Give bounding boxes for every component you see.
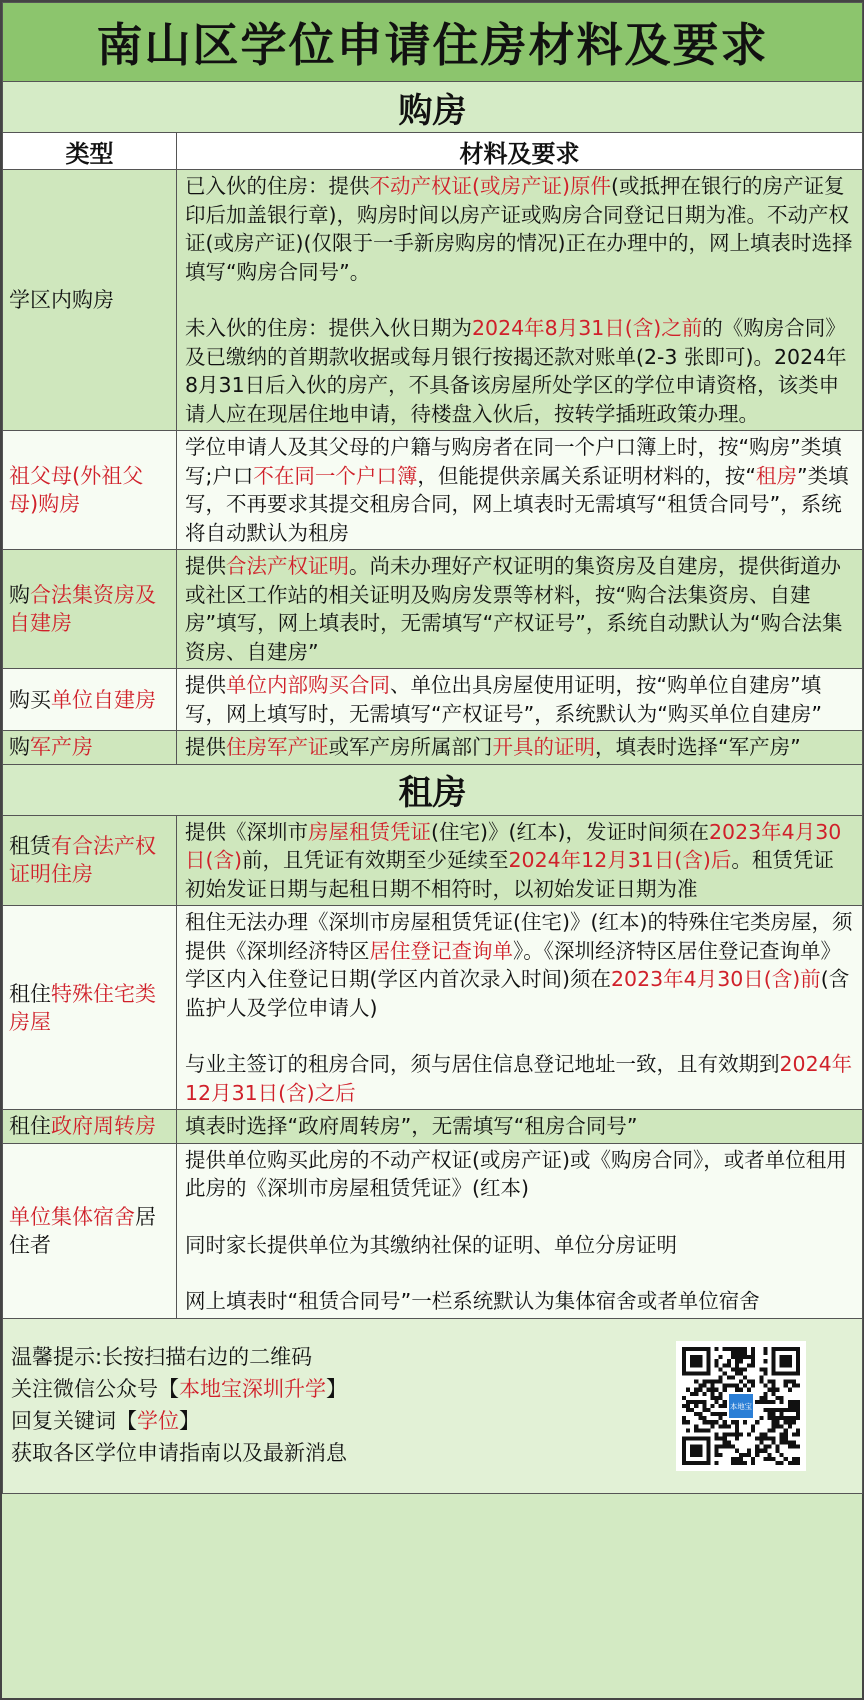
qr-center-label: 本地宝	[730, 1401, 752, 1411]
table-row	[3, 1143, 863, 1318]
text-run: 已入伙的住房：提供	[185, 174, 370, 198]
row-requirements-cell	[177, 906, 863, 1110]
text-run: ，填表时选择“军产房”	[595, 735, 801, 759]
text-run: 获取各区学位申请指南以及最新消息	[11, 1440, 347, 1465]
row-type-cell	[3, 170, 177, 431]
text-run: 】	[326, 1376, 347, 1401]
row-requirements-cell	[177, 550, 863, 669]
highlight-text: 2023年4月30日(含)	[185, 819, 842, 872]
text-run: 学位申请人及其父母的户籍与购房者在同一个户口簿上时，按“购房”类填写;户口	[185, 435, 842, 488]
text-run: (住宅)》(红本)，发证时间须在	[431, 819, 709, 844]
highlight-text: 开具的证明	[492, 735, 595, 759]
row-type-cell	[3, 1143, 177, 1318]
text-run: 】	[179, 1408, 200, 1433]
highlight-text: 住房军产证	[226, 735, 329, 759]
text-run: ”类填写，不再要求其提交租房合同，网上填表时无需填写“租赁合同号”，系统将自动默认为租房	[185, 463, 849, 545]
highlight-text: 合法产权证明	[226, 554, 349, 578]
text-run: 。尚未办理好产权证明的集资房及自建房，提供街道办或社区工作站的相关证明及购房发票等材料，按“购合法集资房、自建房”填写，网上填表时，无需填写“产权证号”，系统自动默认为“购合法集资房、自建房”	[185, 554, 843, 664]
text-run: 学区内购房	[9, 288, 114, 312]
text-run: ，但能提供亲属关系证明材料的，按“	[417, 463, 757, 488]
qr-code-icon[interactable]	[676, 1341, 806, 1471]
row-type-cell	[3, 669, 177, 731]
highlight-text: 不动产权证(或房产证)原件	[369, 174, 611, 198]
text-run: 租赁	[9, 834, 51, 859]
highlight-text: 政府周转房	[51, 1114, 156, 1139]
table-row	[3, 906, 863, 1110]
highlight-text: 祖父母(外祖父母)购房	[9, 464, 144, 516]
row-type-cell	[3, 431, 177, 550]
text-run: 与业主签订的租房合同，须与居住信息登记地址一致，且有效期到	[185, 1052, 780, 1076]
text-run: 关注微信公众号【	[11, 1376, 179, 1401]
text-run: 的《购房合同》及已缴纳的首期款收据或每月银行按揭还款对账单(2-3 张即可)。2024年8月31日后入伙的房产，不具备该房屋所处学区的学位申请资格，该类申请人应在现居住地申请，待楼盘入伙后，按转学插班政策办理。	[185, 316, 847, 426]
requirement-paragraph	[185, 314, 854, 428]
text-run: 同时家长提供单位为其缴纳社保的证明、单位分房证明	[185, 1232, 677, 1257]
highlight-text: 2023年4月30日(含)前	[611, 967, 821, 991]
highlight-text: 学位	[137, 1408, 179, 1433]
highlight-text: 2024年12月31日(含)之后	[185, 1052, 853, 1105]
highlight-text: 居住登记查询单	[369, 938, 513, 963]
text-run: 或军产房所属部门	[328, 735, 493, 759]
requirement-paragraph	[185, 1050, 854, 1107]
highlight-text: 本地宝深圳升学	[179, 1376, 326, 1401]
requirement-paragraph	[185, 671, 854, 728]
row-requirements-cell	[177, 431, 863, 550]
requirement-paragraph	[185, 733, 854, 762]
column-header-requirements: 材料及要求	[177, 133, 863, 170]
footer-tips	[3, 1318, 863, 1493]
table-row	[3, 669, 863, 731]
row-requirements-cell	[177, 1110, 863, 1144]
text-run: 购	[9, 583, 30, 607]
table-row	[3, 815, 863, 906]
text-run: 提供《深圳市	[185, 819, 308, 844]
text-run: 温馨提示:长按扫描右边的二维码	[11, 1344, 313, 1369]
requirements-table	[2, 2, 863, 1494]
requirement-paragraph	[185, 1287, 854, 1316]
requirement-paragraph	[185, 818, 854, 904]
section-title-rent: 租房	[3, 764, 863, 815]
text-run: 提供	[185, 554, 226, 578]
text-run: 购买	[9, 687, 51, 712]
text-run: 购	[9, 735, 30, 760]
highlight-text: 2024年12月31日(含)后	[508, 848, 732, 872]
text-run: 填表时选择“政府周转房”，无需填写“租房合同号”	[185, 1114, 638, 1138]
text-run: 》。《深圳经济特区居住登记查询单》学区内入住登记日期(学区内首次录入时间)须在	[185, 938, 841, 991]
requirement-paragraph	[185, 908, 854, 1022]
text-run: 。租赁凭证初始发证日期与起租日期不相符时，以初始发证日期为准	[185, 848, 834, 901]
table-row	[3, 1110, 863, 1144]
tips-text	[11, 1341, 347, 1469]
highlight-text: 单位内部购买合同	[226, 673, 390, 697]
text-run: (或抵押在银行的房产证复印后加盖银行章)，购房时间以房产证或购房合同登记日期为准。不动产权证(或房产证)(仅限于一手新房购房的情况)正在办理中的，网上填表时选择填写“购房合同号”。	[185, 174, 853, 284]
text-run: 提供	[185, 735, 226, 759]
table-row	[3, 550, 863, 669]
text-run: 居住者	[9, 1204, 156, 1257]
page-title: 南山区学位申请住房材料及要求	[3, 3, 863, 82]
column-header-type: 类型	[3, 133, 177, 170]
text-run: 网上填表时“租赁合同号”一栏系统默认为集体宿舍或者单位宿舍	[185, 1289, 760, 1313]
row-requirements-cell	[177, 731, 863, 765]
tip-line	[11, 1341, 347, 1373]
table-row	[3, 731, 863, 765]
row-requirements-cell	[177, 815, 863, 906]
row-requirements-cell	[177, 170, 863, 431]
text-run: (含监护人及学位申请人)	[185, 967, 850, 1020]
requirement-paragraph	[185, 1231, 854, 1260]
text-run: 前，且凭证有效期至少延续至	[242, 848, 509, 872]
text-run: 租住无法办理《深圳市房屋租赁凭证(住宅)》(红本)的特殊住宅类房屋，须提供《深圳经济特区	[185, 910, 853, 963]
highlight-text: 单位集体宿舍	[9, 1204, 135, 1229]
highlight-text: 军产房	[30, 735, 93, 760]
requirement-paragraph	[185, 1146, 854, 1203]
row-type-cell	[3, 815, 177, 906]
highlight-text: 不在同一个户口簿	[253, 463, 418, 488]
row-type-cell	[3, 731, 177, 765]
highlight-text: 单位自建房	[51, 687, 156, 712]
text-run: 提供单位购买此房的不动产权证(或房产证)或《购房合同》，或者单位租用此房的《深圳市房屋租赁凭证》(红本)	[185, 1147, 847, 1200]
requirement-paragraph	[185, 172, 854, 286]
text-run: 回复关键词【	[11, 1408, 137, 1433]
text-run: 租住	[9, 981, 51, 1006]
tip-line	[11, 1405, 347, 1437]
highlight-text: 合法集资房及自建房	[9, 583, 156, 635]
highlight-text: 房屋租赁凭证	[308, 819, 431, 844]
row-type-cell	[3, 906, 177, 1110]
table-row	[3, 431, 863, 550]
requirement-paragraph	[185, 433, 854, 547]
highlight-text: 有合法产权证明住房	[9, 834, 156, 887]
tip-line	[11, 1437, 347, 1469]
requirement-paragraph	[185, 552, 854, 666]
section-title-purchase: 购房	[3, 82, 863, 133]
text-run: 未入伙的住房：提供入伙日期为	[185, 316, 472, 340]
row-requirements-cell	[177, 669, 863, 731]
text-run: 提供	[185, 673, 226, 697]
table-row	[3, 170, 863, 431]
row-type-cell	[3, 550, 177, 669]
highlight-text: 特殊住宅类房屋	[9, 981, 156, 1034]
text-run: 租住	[9, 1114, 51, 1139]
text-run: 、单位出具房屋使用证明，按“购单位自建房”填写，网上填写时，无需填写“产权证号”，系统默认为“购买单位自建房”	[185, 673, 822, 726]
highlight-text: 租房	[756, 463, 798, 488]
tip-line	[11, 1373, 347, 1405]
row-type-cell	[3, 1110, 177, 1144]
row-requirements-cell	[177, 1143, 863, 1318]
highlight-text: 2024年8月31日(含)之前	[472, 316, 703, 340]
requirement-paragraph	[185, 1112, 854, 1141]
